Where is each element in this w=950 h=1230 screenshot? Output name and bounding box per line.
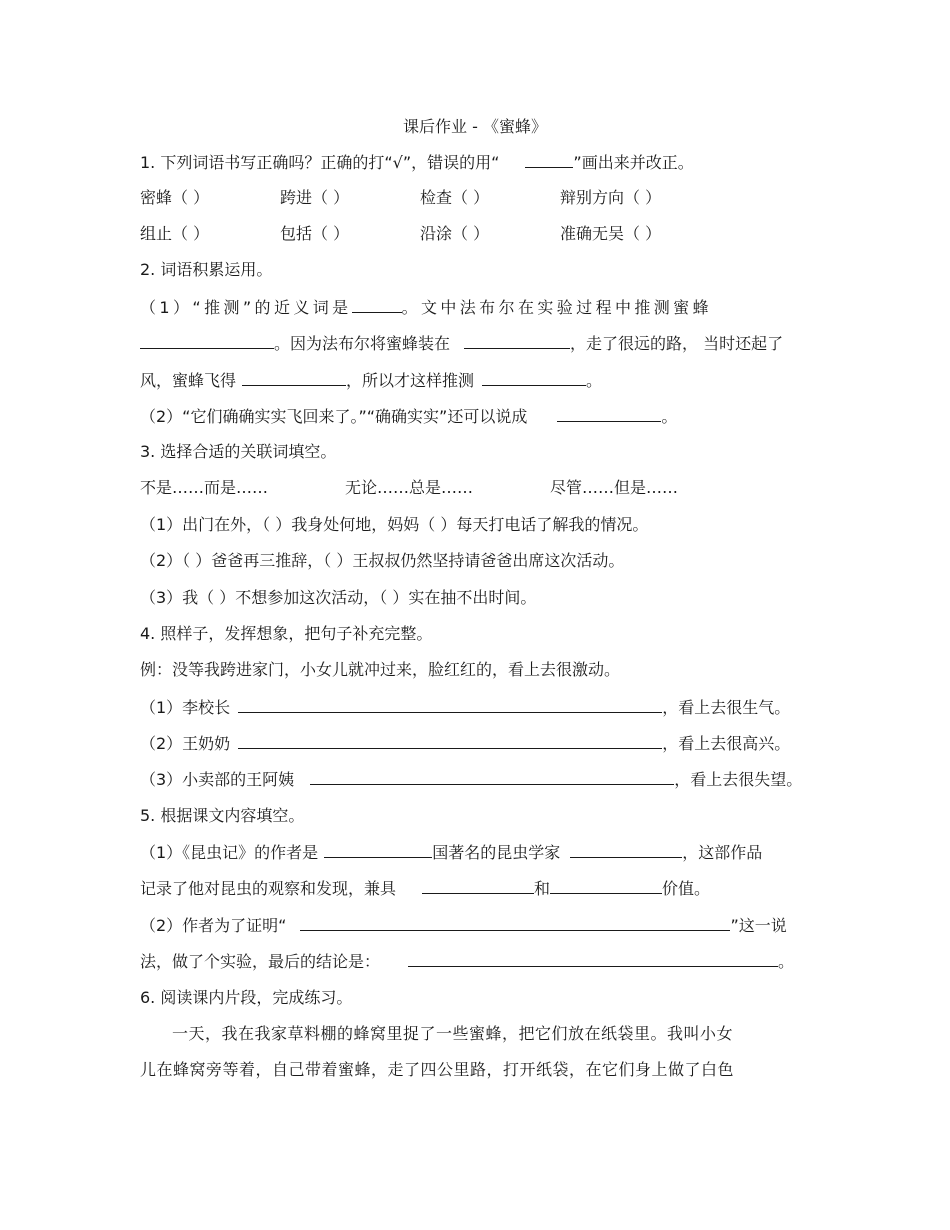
blank[interactable] bbox=[324, 841, 432, 858]
q3-sentence-1[interactable]: （1）出门在外，（ ）我身处何地，妈妈（ ）每天打电话了解我的情况。 bbox=[140, 515, 649, 534]
q3-option: 尽管……但是…… bbox=[550, 478, 679, 497]
q6-passage-line-1: 一天，我在我家草料棚的蜂窝里捉了一些蜜蜂，把它们放在纸袋里。我叫小女 bbox=[172, 1024, 734, 1043]
blank[interactable] bbox=[550, 877, 662, 894]
q2-part1-line1: （1）“推测”的近义词是 。文中法布尔在实验过程中推测蜜蜂 bbox=[140, 298, 712, 317]
blank[interactable] bbox=[310, 768, 674, 785]
blank[interactable] bbox=[140, 332, 274, 349]
q4-sentence-2: （2）王奶奶 ，看上去很高兴。 bbox=[140, 734, 791, 753]
q3-option: 不是……而是…… bbox=[140, 478, 269, 497]
blank[interactable] bbox=[300, 914, 730, 931]
q5-part2-line1: （2）作者为了证明“ ”这一说 bbox=[140, 916, 787, 935]
q3-heading: 3. 选择合适的关联词填空。 bbox=[140, 442, 337, 461]
q5-part1-line2: 记录了他对昆虫的观察和发现，兼具 和 价值。 bbox=[140, 879, 711, 898]
blank[interactable] bbox=[408, 950, 778, 967]
word-item[interactable]: 包括（ ） bbox=[280, 224, 350, 243]
blank[interactable] bbox=[238, 732, 662, 749]
q6-passage-line-2: 儿在蜂窝旁等着，自己带着蜜蜂，走了四公里路，打开纸袋，在它们身上做了白色 bbox=[140, 1060, 735, 1079]
word-item[interactable]: 密蜂（ ） bbox=[140, 188, 210, 207]
q2-heading: 2. 词语积累运用。 bbox=[140, 260, 273, 279]
word-item[interactable]: 辩别方向（ ） bbox=[560, 188, 662, 207]
blank[interactable] bbox=[482, 369, 586, 386]
q2-part1-line3: 风，蜜蜂飞得 ，所以才这样推测 。 bbox=[140, 371, 603, 390]
blank[interactable] bbox=[557, 405, 661, 422]
q2-part1-line2: 。因为法布尔将蜜蜂装在 ，走了很远的路， 当时还起了 bbox=[140, 332, 783, 355]
q4-sentence-1: （1）李校长 ，看上去很生气。 bbox=[140, 698, 791, 717]
q6-heading: 6. 阅读课内片段，完成练习。 bbox=[140, 988, 353, 1007]
blank[interactable] bbox=[570, 841, 682, 858]
q1-heading: 1. 下列词语书写正确吗？正确的打“√”，错误的用“ ”画出来并改正。 bbox=[140, 153, 694, 172]
q3-option: 无论……总是…… bbox=[345, 478, 474, 497]
word-item[interactable]: 组止（ ） bbox=[140, 224, 210, 243]
q3-sentence-2[interactable]: （2）（ ）爸爸再三推辞，（ ）王叔叔仍然坚持请爸爸出席这次活动。 bbox=[140, 551, 625, 570]
word-item[interactable]: 检查（ ） bbox=[420, 188, 490, 207]
q5-part1-line1: （1）《昆虫记》的作者是 国著名的昆虫学家 ，这部作品 bbox=[140, 843, 763, 862]
blank[interactable] bbox=[422, 877, 534, 894]
word-item[interactable]: 准确无吴（ ） bbox=[560, 224, 662, 243]
word-item[interactable]: 跨进（ ） bbox=[280, 188, 350, 207]
q4-heading: 4. 照样子，发挥想象，把句子补充完整。 bbox=[140, 624, 433, 643]
page-title: 课后作业 - 《蜜蜂》 bbox=[403, 117, 547, 136]
blank[interactable] bbox=[242, 369, 346, 386]
word-item[interactable]: 沿涂（ ） bbox=[420, 224, 490, 243]
q2-part2: （2）“它们确确实实飞回来了。”“确确实实”还可以说成 。 bbox=[140, 407, 678, 426]
q5-part2-line2: 法，做了个实验，最后的结论是： 。 bbox=[140, 952, 795, 971]
q4-example: 例：没等我跨进家门，小女儿就冲过来，脸红红的，看上去很激动。 bbox=[140, 660, 621, 679]
q5-heading: 5. 根据课文内容填空。 bbox=[140, 806, 305, 825]
blank[interactable] bbox=[464, 332, 570, 349]
q4-sentence-3: （3）小卖部的王阿姨 ，看上去很失望。 bbox=[140, 770, 803, 789]
blank[interactable] bbox=[238, 696, 662, 713]
q3-sentence-3[interactable]: （3）我（ ）不想参加这次活动，（ ）实在抽不出时间。 bbox=[140, 588, 537, 607]
q1-blank[interactable] bbox=[525, 151, 573, 168]
blank[interactable] bbox=[352, 296, 402, 313]
